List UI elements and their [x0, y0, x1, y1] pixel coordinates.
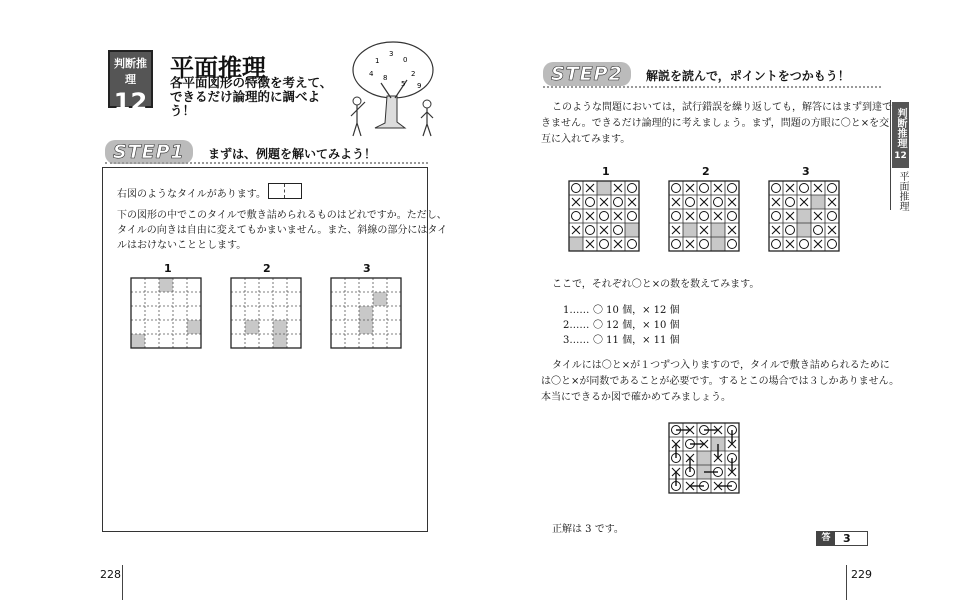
cross-mark: [714, 184, 722, 192]
shaded-cell: [569, 237, 583, 251]
shaded-cell: [245, 320, 259, 334]
circle-mark: [786, 226, 795, 235]
circle-mark: [572, 184, 581, 193]
cross-mark: [614, 240, 622, 248]
svg-text:5: 5: [401, 80, 406, 88]
shaded-cell: [187, 320, 201, 334]
cross-mark: [772, 226, 780, 234]
step1-badge: STEP1: [105, 140, 193, 164]
answer-box: [816, 531, 868, 546]
shaded-cell: [683, 223, 697, 237]
circle-mark: [714, 198, 723, 207]
tile-figure: [268, 183, 302, 199]
circle-mark: [786, 198, 795, 207]
problem-grid-2: [230, 277, 304, 351]
solution-grid-label-3: 3: [802, 165, 810, 178]
answer-key: 答: [817, 532, 835, 545]
section-number: 12: [113, 88, 148, 116]
cross-mark: [572, 198, 580, 206]
section-tag: [108, 50, 153, 116]
problem-line-3: タイルの向きは自由に変えてもかまいません。また、斜線の部分にはタイ: [117, 225, 448, 236]
circle-mark: [572, 212, 581, 221]
side-tab-number: 12: [894, 151, 907, 161]
shaded-cell: [159, 278, 173, 292]
svg-text:8: 8: [383, 74, 388, 82]
circle-mark: [686, 198, 695, 207]
svg-text:4: 4: [369, 70, 374, 78]
circle-mark: [628, 240, 637, 249]
cross-mark: [686, 212, 694, 220]
solution-grid-label-2: 2: [702, 165, 710, 178]
shaded-cell: [273, 320, 287, 334]
verification-grid: [668, 422, 742, 496]
cross-mark: [600, 226, 608, 234]
shaded-cell: [373, 292, 387, 306]
para1-line-3: 互に入れてみます。: [541, 134, 631, 145]
cross-mark: [686, 184, 694, 192]
cross-mark: [786, 240, 794, 248]
circle-mark: [772, 184, 781, 193]
cross-mark: [828, 226, 836, 234]
step2-heading: 解説を読んで，ポイントをつかもう！: [646, 69, 850, 83]
side-tab-rule: [890, 100, 891, 210]
solution-grid-2: [668, 180, 742, 254]
cross-mark: [786, 184, 794, 192]
shaded-cell: [597, 181, 611, 195]
shaded-cell: [359, 306, 373, 320]
shaded-cell: [811, 195, 825, 209]
cross-mark: [686, 240, 694, 248]
shaded-cell: [131, 334, 145, 348]
solution-grid-1: [568, 180, 642, 254]
solution-grid-3: [768, 180, 842, 254]
problem-grid-label-1: 1: [164, 262, 172, 275]
side-tab-title: 平面推理: [897, 171, 908, 211]
section-category: 判断推理: [114, 57, 147, 86]
cross-mark: [800, 198, 808, 206]
circle-mark: [600, 240, 609, 249]
svg-text:0: 0: [403, 56, 408, 64]
count-value-3: 〇 11 個，× 11 個: [593, 335, 680, 346]
circle-mark: [672, 240, 681, 249]
answer-value: 3: [843, 532, 851, 545]
right-binding-line: [846, 565, 847, 600]
shaded-cell: [625, 223, 639, 237]
circle-mark: [586, 198, 595, 207]
para1-line-1: このような問題においては，試行錯誤を繰り返しても，解答にはまず到達で: [552, 102, 892, 113]
circle-mark: [728, 184, 737, 193]
cross-mark: [786, 212, 794, 220]
cross-mark: [586, 240, 594, 248]
circle-mark: [614, 226, 623, 235]
cross-mark: [814, 184, 822, 192]
circle-mark: [600, 212, 609, 221]
problem-grid-3: [330, 277, 404, 351]
step2-divider: [543, 86, 881, 88]
circle-mark: [828, 184, 837, 193]
shaded-cell: [697, 451, 711, 465]
circle-mark: [586, 226, 595, 235]
cross-mark: [628, 198, 636, 206]
step1-divider: [105, 162, 428, 164]
circle-mark: [628, 184, 637, 193]
para2-line-1: タイルには〇と×が１つずつ入りますので，タイルで敷き詰められるために: [552, 360, 890, 371]
cross-mark: [586, 184, 594, 192]
cross-mark: [814, 240, 822, 248]
circle-mark: [828, 212, 837, 221]
svg-text:3: 3: [389, 50, 394, 58]
cross-mark: [728, 198, 736, 206]
problem-line-1: 右図のようなタイルがあります。: [117, 189, 266, 200]
circle-mark: [772, 240, 781, 249]
problem-grid-label-3: 3: [363, 262, 371, 275]
circle-mark: [828, 240, 837, 249]
count-label-1: 1……: [563, 305, 590, 316]
cross-mark: [772, 198, 780, 206]
cross-mark: [614, 212, 622, 220]
page-subtitle: 各平面図形の特徴を考えて、できるだけ論理的に調べよう！: [170, 75, 333, 118]
cross-mark: [714, 212, 722, 220]
circle-mark: [800, 240, 809, 249]
problem-grid-1: [130, 277, 204, 351]
svg-text:1: 1: [375, 57, 380, 65]
conclusion: 正解は 3 です。: [552, 524, 624, 535]
cross-mark: [700, 226, 708, 234]
right-page-number: 229: [851, 568, 872, 581]
circle-mark: [814, 226, 823, 235]
problem-line-2: 下の図形の中でこのタイルで敷き詰められるものはどれですか。ただし、: [117, 210, 447, 221]
cross-mark: [586, 212, 594, 220]
circle-mark: [728, 212, 737, 221]
para2-line-3: 本当にできるか図で確かめてみましょう。: [541, 392, 731, 403]
para2-line-2: は〇と×が同数であることが必要です。するとこの場合では３しかありません。: [541, 376, 900, 387]
shaded-cell: [797, 223, 811, 237]
circle-mark: [700, 240, 709, 249]
left-binding-line: [122, 565, 123, 600]
problem-line-4: ルはおけないこととします。: [117, 240, 247, 251]
circle-mark: [772, 212, 781, 221]
step1-heading: まずは、例題を解いてみよう！: [208, 147, 377, 161]
count-value-2: 〇 12 個，× 10 個: [593, 320, 680, 331]
circle-mark: [672, 212, 681, 221]
problem-grid-label-2: 2: [263, 262, 271, 275]
solution-grid-label-1: 1: [602, 165, 610, 178]
step2-badge: STEP2: [543, 62, 631, 86]
side-tab: [892, 102, 909, 168]
circle-mark: [700, 184, 709, 193]
count-label-2: 2……: [563, 320, 590, 331]
shaded-cell: [797, 209, 811, 223]
cross-mark: [672, 226, 680, 234]
shaded-cell: [711, 223, 725, 237]
page-title: 平面推理: [170, 54, 266, 82]
count-value-1: 〇 10 個，× 12 個: [593, 305, 680, 316]
circle-mark: [728, 240, 737, 249]
shaded-cell: [711, 237, 725, 251]
cross-mark: [728, 226, 736, 234]
circle-mark: [628, 212, 637, 221]
para1-line-2: きません。できるだけ論理的に考えましょう。まず，問題の方眼に〇と×を交: [541, 118, 890, 129]
count-label-3: 3……: [563, 335, 590, 346]
cross-mark: [814, 212, 822, 220]
cross-mark: [700, 198, 708, 206]
circle-mark: [672, 184, 681, 193]
circle-mark: [700, 212, 709, 221]
shaded-cell: [273, 334, 287, 348]
count-intro: ここで，それぞれ〇と×の数を数えてみます。: [552, 279, 760, 290]
tree-illustration: [345, 38, 440, 138]
svg-text:2: 2: [411, 70, 416, 78]
cross-mark: [672, 198, 680, 206]
side-tab-category: 判断推理: [895, 108, 906, 148]
cross-mark: [614, 184, 622, 192]
cross-mark: [600, 198, 608, 206]
circle-mark: [800, 184, 809, 193]
cross-mark: [828, 198, 836, 206]
svg-text:9: 9: [417, 82, 422, 90]
left-page-number: 228: [100, 568, 121, 581]
shaded-cell: [359, 320, 373, 334]
circle-mark: [614, 198, 623, 207]
cross-mark: [572, 226, 580, 234]
